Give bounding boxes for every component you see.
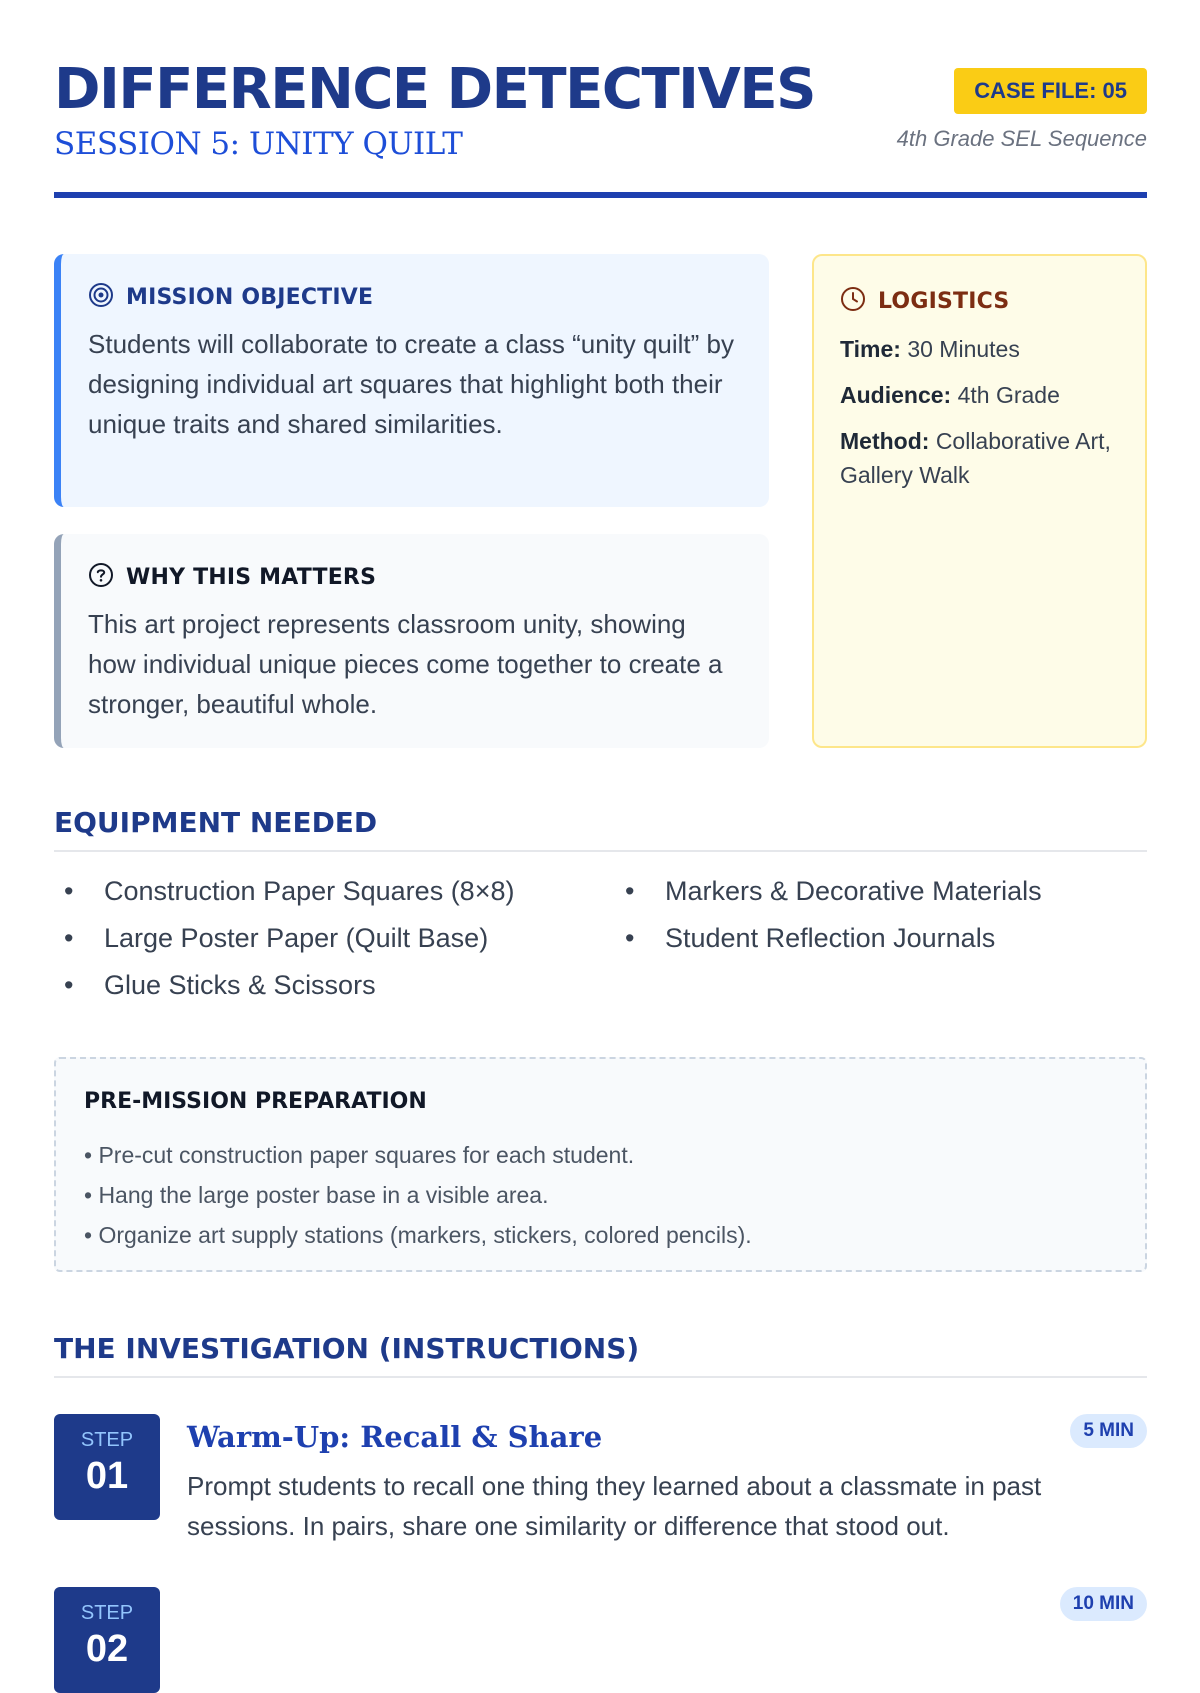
page-subtitle: SESSION 5: UNITY QUILT — [54, 126, 463, 162]
why-this-matters-card — [54, 534, 769, 748]
step-number-box — [54, 1414, 160, 1520]
investigation-section-title: THE INVESTIGATION (INSTRUCTIONS) — [54, 1332, 1147, 1378]
mission-objective-text: Students will collaborate to create a class “unity quilt” by designing individual art squares that highlight both their unique traits and shared similarities. — [88, 329, 734, 439]
page-title: DIFFERENCE DETECTIVES — [54, 57, 815, 122]
step-label: STEP — [80, 1429, 134, 1451]
why-this-matters-label: WHY THIS MATTERS — [126, 564, 377, 590]
equipment-list-right — [615, 868, 1042, 962]
step-description: Prompt students to recall one thing they learned about a classmate in past sessions. In pairs, share one similarity or difference that stood out. — [187, 1471, 1042, 1541]
step-duration-badge: 5 MIN — [1070, 1414, 1147, 1448]
why-this-matters-text: This art project represents classroom unity, showing how individual unique pieces come together to create a stronger, beautiful whole. — [88, 609, 723, 719]
pre-mission-preparation-list — [84, 1135, 752, 1255]
header-divider — [54, 192, 1147, 198]
list-item: • Student Reflection Journals — [615, 915, 1042, 962]
logistics-card — [812, 254, 1147, 748]
logistics-label: LOGISTICS — [878, 288, 1010, 314]
mission-objective-label: MISSION OBJECTIVE — [126, 284, 374, 310]
question-circle-icon — [88, 562, 114, 593]
step-number-box — [54, 1587, 160, 1693]
pre-mission-preparation-box — [54, 1057, 1147, 1272]
pre-mission-preparation-title: PRE-MISSION PREPARATION — [84, 1089, 427, 1114]
step-label: STEP — [80, 1602, 134, 1624]
mission-objective-card — [54, 254, 769, 507]
equipment-list-left — [54, 868, 514, 1009]
target-icon — [88, 282, 114, 313]
why-this-matters-header — [88, 562, 376, 592]
step-card — [54, 1587, 1147, 1670]
page-header — [54, 52, 1147, 202]
list-item: • Hang the large poster base in a visible area. — [84, 1182, 549, 1208]
list-item: • Organize art supply stations (markers, stickers, colored pencils). — [84, 1222, 752, 1248]
logistics-header — [840, 286, 1009, 316]
list-item: • Glue Sticks & Scissors — [54, 962, 514, 1009]
case-file-badge: CASE FILE: 05 — [954, 68, 1147, 114]
equipment-section-title: EQUIPMENT NEEDED — [54, 806, 1147, 852]
logistics-audience: Audience: 4th Grade — [840, 382, 1060, 408]
step-card — [54, 1414, 1147, 1544]
list-item: • Markers & Decorative Materials — [615, 868, 1042, 915]
sequence-label: 4th Grade SEL Sequence — [896, 126, 1147, 151]
step-title: Warm-Up: Recall & Share — [187, 1420, 603, 1454]
logistics-method: Method: Collaborative Art, Gallery Walk — [840, 428, 1111, 488]
logistics-time: Time: 30 Minutes — [840, 336, 1020, 362]
list-item: • Large Poster Paper (Quilt Base) — [54, 915, 514, 962]
step-number: 01 — [85, 1455, 129, 1497]
step-duration-badge: 10 MIN — [1060, 1587, 1147, 1621]
clock-icon — [840, 286, 866, 317]
mission-objective-header — [88, 282, 373, 312]
list-item: • Construction Paper Squares (8×8) — [54, 868, 514, 915]
step-number: 02 — [85, 1628, 129, 1670]
list-item: • Pre-cut construction paper squares for each student. — [84, 1142, 635, 1168]
